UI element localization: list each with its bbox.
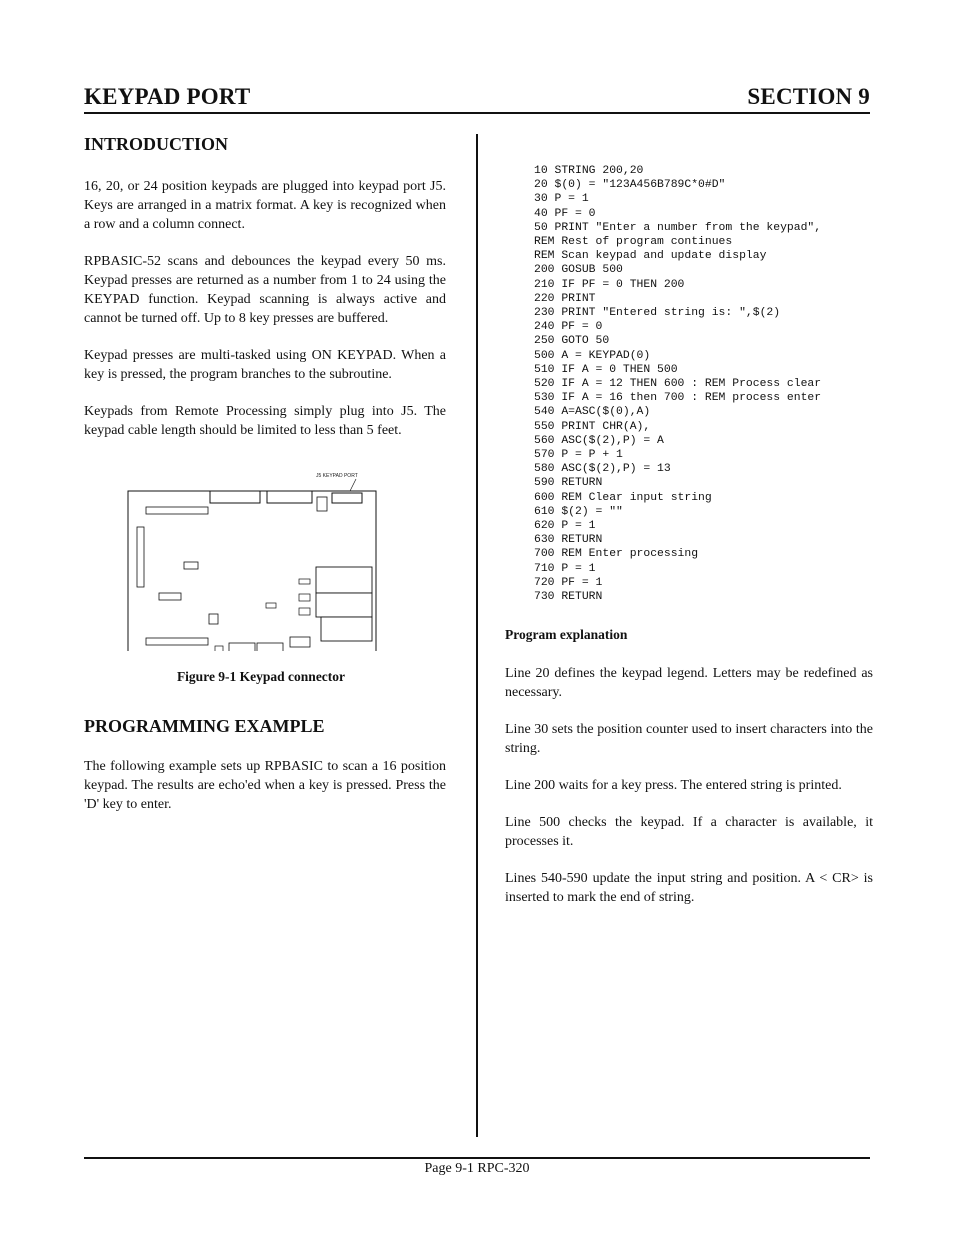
intro-paragraph: Keypad presses are multi-tasked using ON KEYPAD. When a key is pressed, the program branches to the subroutine.: [84, 348, 446, 382]
explanation-paragraph: Lines 540-590 update the input string and position. A < CR> is inserted to mark the end of string.: [505, 871, 873, 906]
figure-label: J5 KEYPAD PORT: [316, 473, 358, 479]
code-block: REM Rest of program continues REM Scan keypad and update display: [534, 236, 767, 263]
header-rule: [84, 112, 870, 114]
keypad-connector-figure: [84, 466, 446, 651]
explanation-paragraph: Line 20 defines the keypad legend. Letters may be redefined as necessary.: [505, 666, 873, 701]
page-section-title: KEYPAD PORT: [84, 84, 251, 109]
explanation-paragraph: Line 500 checks the keypad. If a character is available, it processes it.: [505, 815, 873, 850]
programming-heading: PROGRAMMING EXAMPLE: [84, 716, 325, 736]
explanation-heading: Program explanation: [505, 627, 628, 643]
left-column: [84, 133, 446, 814]
programming-paragraph: The following example sets up RPBASIC to scan a 16 position keypad. The results are echo'ed when a key is pressed. Press the 'D' key to enter.: [84, 759, 446, 812]
section-number: SECTION 9: [747, 84, 870, 109]
page-footer: Page 9-1 RPC-320: [424, 1161, 530, 1176]
figure-caption: [84, 669, 446, 685]
column-divider: [476, 134, 478, 1137]
explanation-paragraph: Line 200 waits for a key press. The entered string is printed.: [505, 778, 842, 794]
intro-paragraph: 16, 20, or 24 position keypads are plugged into keypad port J5. Keys are arranged in a matrix format. A key is recognized when a row and a column connect.: [84, 179, 446, 232]
code-block: 200 GOSUB 500 210 IF PF = 0 THEN 200 220 PRINT 230 PRINT "Entered string is: ",$(2) 240 PF = 0 250 GOTO 50: [534, 264, 781, 348]
intro-heading: INTRODUCTION: [84, 134, 229, 154]
code-block: 10 STRING 200,20 20 $(0) = "123A456B789C*0#D" 30 P = 1 40 PF = 0 50 PRINT "Enter a number from the keypad",: [534, 165, 822, 234]
right-column: [505, 164, 873, 907]
intro-paragraph: Keypads from Remote Processing simply plug into J5. The keypad cable length should be limited to less than 5 feet.: [84, 404, 446, 438]
figure-caption-text: Figure 9-1 Keypad connector: [176, 669, 346, 684]
explanation-paragraph: Line 30 sets the position counter used to insert characters into the string.: [505, 722, 873, 757]
code-block: 500 A = KEYPAD(0) 510 IF A = 0 THEN 500 520 IF A = 12 THEN 600 : REM Process clear 530 IF A = 16 then 700 : REM process enter 540 A=ASC($(0),A) 550 PRINT CHR(A), 560 ASC($(2),P) = A 570 P = P + 1 580 ASC($(2),P) = 13 590 RETURN 600 REM Clear input string 610 $(2) = "" 620 P = 1 630 RETURN 700 REM Enter processing 710 P = 1 720 PF = 1 730 RETURN: [534, 349, 822, 604]
footer-rule: [84, 1157, 870, 1159]
board-diagram: [84, 466, 446, 651]
intro-paragraph: RPBASIC-52 scans and debounces the keypad every 50 ms. Keypad presses are returned as a number from 1 to 24 using the KEYPAD function. Keypad scanning is always active and cannot be turned off. Up to 8 key presses are buffered.: [84, 254, 446, 326]
